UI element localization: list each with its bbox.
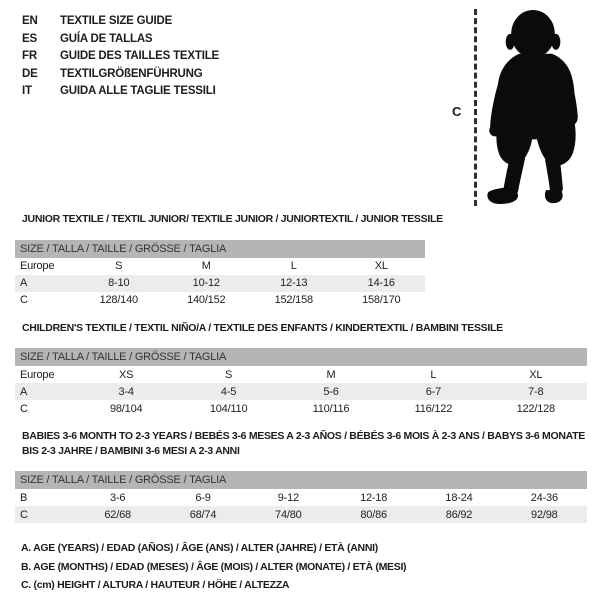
row-label: A (20, 277, 28, 289)
table-header-row (15, 348, 587, 366)
language-row (22, 83, 219, 101)
language-row (22, 66, 219, 84)
row-label: C (20, 402, 28, 415)
table-header-label: SIZE / TALLA / TAILLE / GRÖSSE / TAGLIA (15, 471, 587, 489)
language-label: GUÍA DE TALLAS (60, 32, 153, 45)
table-row (15, 275, 425, 292)
footnote-line: C. (cm) HEIGHT / ALTURA / HAUTEUR / HÖHE / ALTEZZA (21, 579, 290, 591)
table-header-row (15, 471, 587, 489)
footnote-line: A. AGE (YEARS) / EDAD (AÑOS) / ÂGE (ANS) / ALTER (JAHRE) / ETÀ (ANNI) (21, 542, 378, 554)
row-label: Europe (20, 260, 55, 272)
language-label: TEXTILE SIZE GUIDE (60, 15, 173, 27)
cell-value: 74/80 (275, 508, 302, 521)
cell-value: S (115, 260, 123, 272)
section-title: JUNIOR TEXTILE / TEXTIL JUNIOR/ TEXTILE JUNIOR / JUNIORTEXTIL / JUNIOR TESSILE (22, 213, 443, 225)
cell-value: 5-6 (323, 385, 339, 398)
language-label: TEXTILGRÖßENFÜHRUNG (60, 67, 203, 80)
table-row (15, 400, 587, 417)
row-label: Europe (20, 368, 55, 381)
row-label: A (20, 385, 28, 398)
cell-value: XL (374, 260, 388, 272)
cell-value: M (326, 368, 336, 381)
language-code: IT (22, 85, 32, 98)
cell-value: 140/152 (187, 294, 226, 306)
cell-value: 68/74 (189, 508, 217, 521)
table-row (15, 258, 425, 275)
cell-value: L (290, 260, 297, 272)
toddler-silhouette-icon (486, 7, 586, 206)
cell-value: 3-6 (110, 491, 126, 504)
footnotes (21, 539, 587, 595)
cell-value: 80/86 (360, 508, 387, 521)
row-label: C (20, 508, 28, 521)
cell-value: 18-24 (445, 491, 473, 504)
cell-value: 86/92 (445, 508, 473, 521)
language-label: GUIDA ALLE TAGLIE TESSILI (60, 85, 216, 98)
cell-value: M (201, 260, 211, 272)
footnote-line: B. AGE (MONTHS) / EDAD (MESES) / ÂGE (MOIS) / ALTER (MONATE) / ETÀ (MESI) (21, 560, 407, 573)
cell-value: 92/98 (531, 508, 558, 521)
language-row (22, 31, 219, 49)
table-row (15, 383, 587, 400)
section-childrens-textile (15, 321, 587, 418)
size-table (15, 240, 425, 309)
row-label: C (20, 294, 28, 306)
section-junior-textile (15, 212, 587, 309)
language-code: FR (22, 50, 37, 63)
language-code: ES (22, 32, 37, 45)
cell-value: 128/140 (99, 294, 138, 306)
children-size-table-slot (15, 348, 587, 417)
cell-value: S (225, 368, 233, 381)
cell-value: 6-9 (195, 491, 211, 504)
junior-size-table-slot (15, 240, 587, 309)
cell-value: 116/122 (414, 402, 453, 415)
cell-value: 10-12 (192, 277, 220, 289)
section-babies-textile (15, 429, 587, 523)
cell-value: 3-4 (118, 385, 134, 398)
cell-value: 7-8 (528, 385, 544, 398)
cell-value: 110/116 (312, 402, 350, 415)
language-row (22, 13, 219, 31)
table-row (15, 489, 587, 506)
table-header-label: SIZE / TALLA / TAILLE / GRÖSSE / TAGLIA (15, 348, 587, 366)
cell-value: 98/104 (109, 402, 143, 415)
cell-value: 4-5 (220, 385, 237, 398)
cell-value: 104/110 (209, 402, 248, 415)
cell-value: 9-12 (277, 491, 299, 504)
table-row (15, 366, 587, 383)
size-table (15, 348, 587, 417)
height-measure-label: C (452, 104, 462, 119)
table-header-row (15, 240, 425, 258)
table-row (15, 292, 425, 309)
language-row (22, 48, 219, 66)
babies-size-table-slot (15, 471, 587, 523)
table-header-label: SIZE / TALLA / TAILLE / GRÖSSE / TAGLIA (15, 240, 425, 258)
cell-value: 152/158 (274, 294, 313, 306)
cell-value: 122/128 (516, 402, 555, 415)
section-title: CHILDREN'S TEXTILE / TEXTIL NIÑO/A / TEXTILE DES ENFANTS / KINDERTEXTIL / BAMBINI TESSILE (22, 321, 503, 334)
cell-value: L (430, 368, 437, 381)
cell-value: 6-7 (425, 385, 442, 398)
row-label: B (20, 491, 28, 504)
cell-value: 8-10 (108, 277, 130, 289)
language-code: DE (22, 67, 38, 80)
cell-value: 14-16 (367, 277, 395, 289)
language-label: GUIDE DES TAILLES TEXTILE (60, 50, 219, 63)
height-measure-line (474, 9, 477, 206)
table-row (15, 506, 587, 523)
size-tables-content (15, 212, 587, 595)
cell-value: XS (119, 368, 134, 381)
cell-value: 12-13 (280, 277, 308, 289)
section-title: BABIES 3-6 MONTH TO 2-3 YEARS / BEBÉS 3-6 MESES A 2-3 AÑOS / BÉBÉS 3-6 MOIS À 2-3 ANS / BABYS 3-6 MONATE BIS 2-3 JAHRE / BAMBINI 3-6 MESI A 2-3 ANNI (22, 430, 585, 457)
size-table (15, 471, 587, 523)
cell-value: 158/170 (362, 294, 401, 306)
cell-value: 12-18 (360, 491, 388, 504)
cell-value: 62/68 (104, 508, 131, 521)
language-list (22, 13, 219, 101)
cell-value: XL (529, 368, 543, 381)
language-code: EN (22, 15, 38, 27)
cell-value: 24-36 (530, 491, 558, 504)
